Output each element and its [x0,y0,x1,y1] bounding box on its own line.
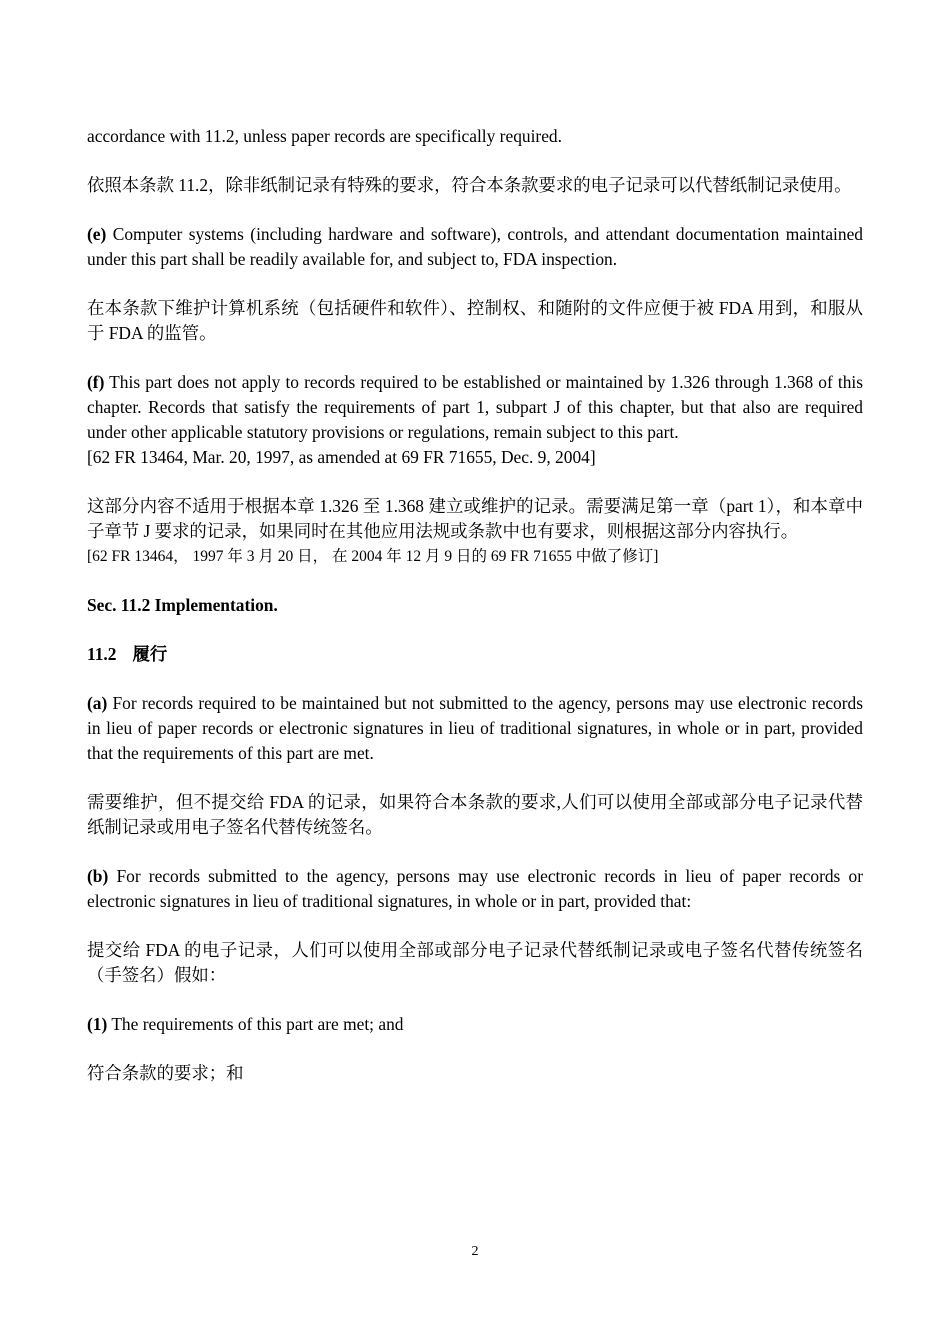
paragraph-f-en [87,370,863,445]
paragraph-continuation-cn [87,173,863,198]
section-heading-en [87,593,863,618]
paragraph-a-cn [87,790,863,840]
paragraph-text: 这部分内容不适用于根据本章 1.326 至 1.368 建立或维护的记录。需要满足第一章（part 1），和本章中子章节 J 要求的记录，如果同时在其他应用法规或条款中也有要求，则根据这部分内容执行。 [87,496,863,541]
paragraph-1-en [87,1012,863,1037]
paragraph-text: 在本条款下维护计算机系统（包括硬件和软件）、控制权、和随附的文件应便于被 FDA 用到，和服从于 FDA 的监管。 [87,298,863,343]
item-label: (e) [87,224,107,244]
paragraph-f-cn [87,494,863,544]
section-title: 履行 [132,644,168,664]
paragraph-1-cn [87,1061,863,1086]
item-label: (1) [87,1014,108,1034]
item-label: (a) [87,693,108,713]
citation-text: [62 FR 13464, Mar. 20, 1997, as amended at 69 FR 71655, Dec. 9, 2004] [87,447,596,467]
item-label: (f) [87,372,105,392]
paragraph-text: accordance with 11.2, unless paper records are specifically required. [87,126,562,146]
paragraph-text: 提交给 FDA 的电子记录，人们可以使用全部或部分电子记录代替纸制记录或电子签名代替传统签名（手签名）假如： [87,940,863,985]
paragraph-text: 依照本条款 11.2，除非纸制记录有特殊的要求，符合本条款要求的电子记录可以代替纸制记录使用。 [87,175,852,195]
section-number: 11.2 [87,644,117,664]
paragraph-b-en [87,864,863,914]
paragraph-a-en [87,691,863,766]
citation-cn [87,544,863,569]
citation-text: [62 FR 13464， 1997 年 3 月 20 日， 在 2004 年 12 月 9 日的 69 FR 71655 中做了修订] [87,548,659,565]
section-heading-cn [87,642,863,667]
paragraph-text: This part does not apply to records required to be established or maintained by 1.326 through 1.368 of this chapter. Records that satisfy the requirements of part 1, subpart J of this chapter, but that also are required under other applicable statutory provisions or regulations, remain subject to this part. [87,372,863,442]
document-page [87,124,863,1110]
paragraph-text: Computer systems (including hardware and software), controls, and attendant documentation maintained under this part shall be readily available for, and subject to, FDA inspection. [87,224,863,269]
paragraph-e-en [87,222,863,272]
item-label: (b) [87,866,109,886]
paragraph-text: The requirements of this part are met; and [107,1014,404,1034]
paragraph-text: 符合条款的要求；和 [87,1063,244,1083]
paragraph-e-cn [87,296,863,346]
paragraph-text: 需要维护，但不提交给 FDA 的记录，如果符合本条款的要求,人们可以使用全部或部分电子记录代替纸制记录或用电子签名代替传统签名。 [87,792,863,837]
section-title: Sec. 11.2 Implementation. [87,595,278,615]
page-number: 2 [471,1244,479,1259]
paragraph-b-cn [87,938,863,988]
paragraph-text: For records submitted to the agency, persons may use electronic records in lieu of paper records or electronic signatures in lieu of traditional signatures, in whole or in part, provided that: [87,866,863,911]
paragraph-text: For records required to be maintained but not submitted to the agency, persons may use electronic records in lieu of paper records or electronic signatures in lieu of traditional signatures, in whole or in part, provided that the requirements of this part are met. [87,693,863,763]
paragraph-continuation-en [87,124,863,149]
citation-en [87,445,863,470]
